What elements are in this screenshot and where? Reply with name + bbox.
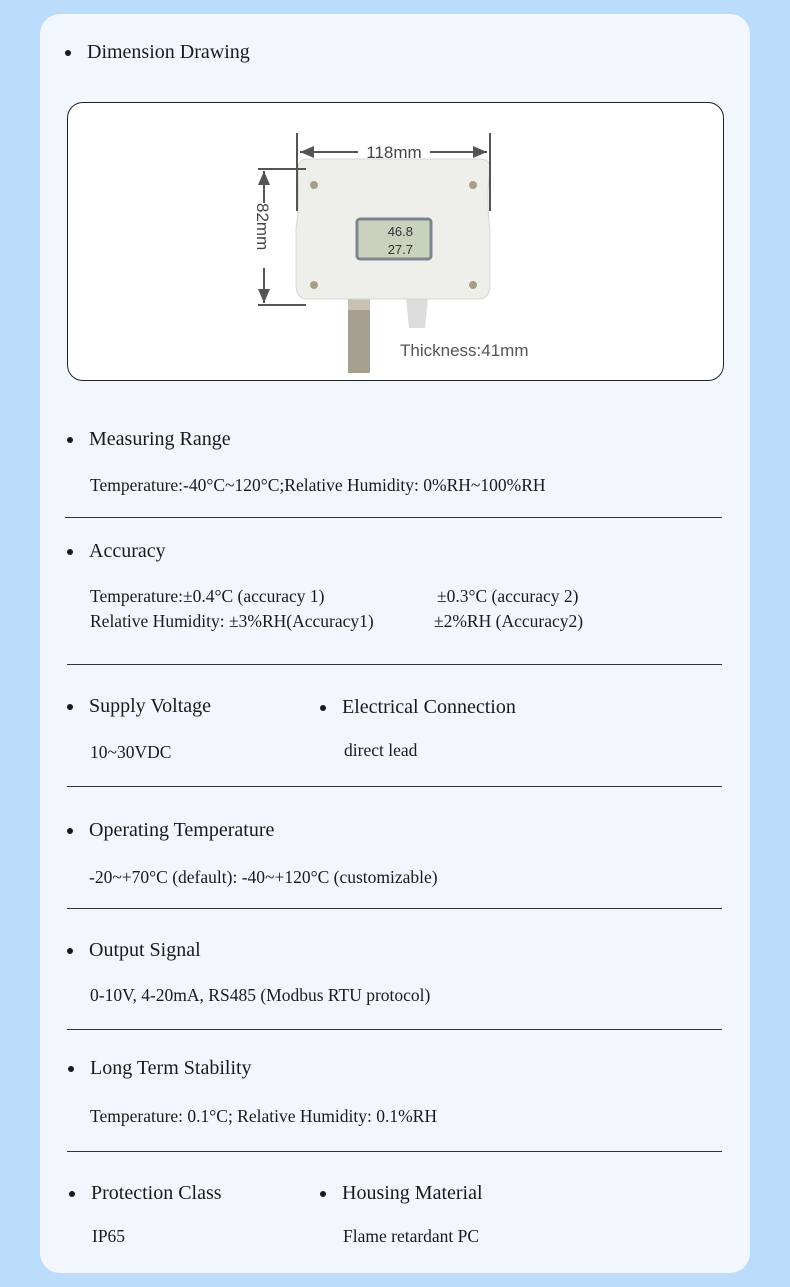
divider bbox=[67, 908, 722, 909]
electrical-connection-title: Electrical Connection bbox=[342, 696, 516, 718]
svg-text:118mm: 118mm bbox=[366, 143, 422, 162]
dimension-drawing bbox=[67, 102, 724, 381]
svg-text:46.8: 46.8 bbox=[387, 224, 413, 239]
accuracy-rh-2: ±2%RH (Accuracy2) bbox=[434, 611, 584, 631]
accuracy-temp-2: ±0.3°C (accuracy 2) bbox=[437, 586, 579, 606]
operating-temperature-title: Operating Temperature bbox=[89, 819, 275, 841]
accuracy-rh-1: Relative Humidity: ±3%RH(Accuracy1) bbox=[90, 611, 374, 631]
divider bbox=[67, 664, 722, 665]
output-signal-text: 0-10V, 4-20mA, RS485 (Modbus RTU protocol) bbox=[90, 985, 431, 1005]
svg-text:27.7: 27.7 bbox=[387, 242, 413, 257]
supply-voltage-title: Supply Voltage bbox=[89, 695, 212, 717]
protection-class-text: IP65 bbox=[92, 1226, 126, 1246]
accuracy-title: Accuracy bbox=[89, 540, 166, 562]
stability-title: Long Term Stability bbox=[90, 1057, 252, 1079]
svg-text:82mm: 82mm bbox=[253, 203, 272, 251]
housing-material-title: Housing Material bbox=[342, 1182, 483, 1204]
measuring-range-text: Temperature:-40°C~120°C;Relative Humidity: 0%RH~100%RH bbox=[90, 475, 546, 495]
stability-text: Temperature: 0.1°C; Relative Humidity: 0.1%RH bbox=[90, 1106, 437, 1126]
device-drawing-image bbox=[68, 103, 723, 380]
measuring-range-title: Measuring Range bbox=[89, 428, 231, 450]
dimension-title: Dimension Drawing bbox=[87, 41, 250, 63]
housing-material-text: Flame retardant PC bbox=[343, 1226, 480, 1246]
protection-class-title: Protection Class bbox=[91, 1182, 222, 1204]
svg-text:Thickness:41mm: Thickness:41mm bbox=[400, 341, 529, 360]
divider bbox=[65, 517, 722, 518]
divider bbox=[67, 1151, 722, 1152]
divider bbox=[67, 1029, 722, 1030]
electrical-connection-text: direct lead bbox=[344, 740, 418, 760]
supply-voltage-text: 10~30VDC bbox=[90, 742, 172, 762]
output-signal-title: Output Signal bbox=[89, 939, 201, 961]
divider bbox=[67, 786, 722, 787]
operating-temperature-text: -20~+70°C (default): -40~+120°C (customizable) bbox=[89, 867, 438, 887]
accuracy-temp-1: Temperature:±0.4°C (accuracy 1) bbox=[90, 586, 325, 606]
